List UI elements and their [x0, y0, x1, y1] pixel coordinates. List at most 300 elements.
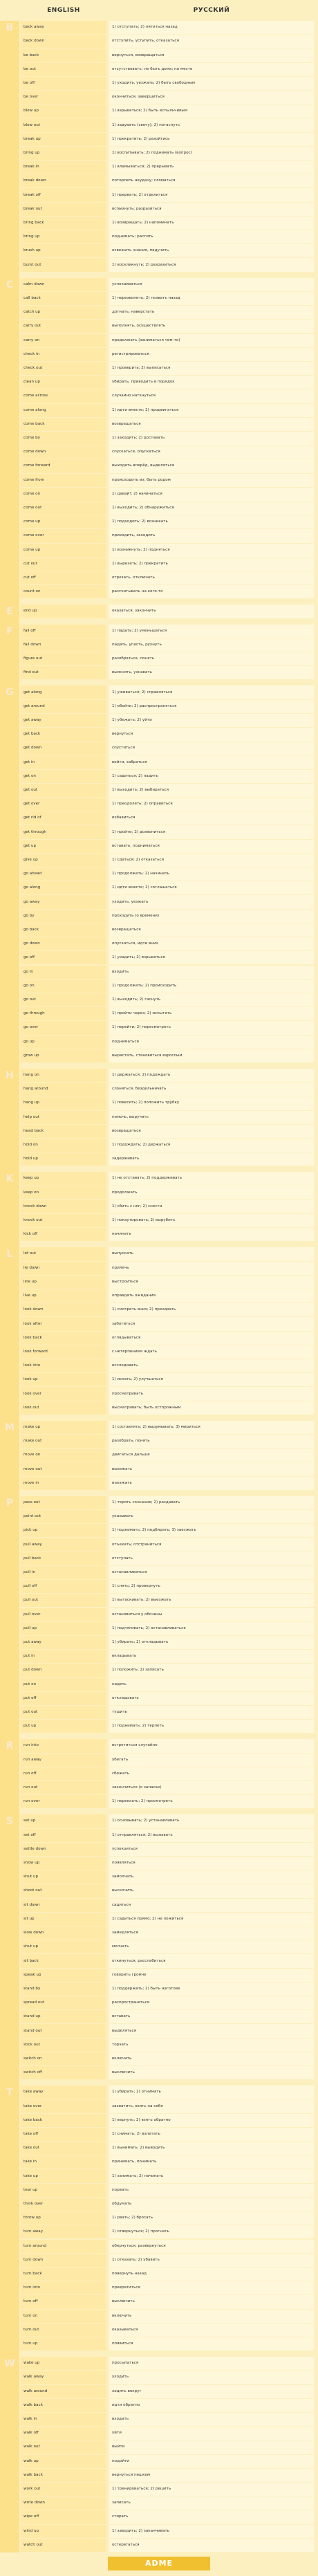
russian-translation: 1) сдаться; 2) отказаться: [109, 854, 314, 867]
russian-translation: отступить, уступить, отказаться: [109, 35, 314, 48]
section-letter: H: [6, 1069, 14, 1081]
english-phrase: run away: [21, 1754, 106, 1767]
english-phrase: live up: [21, 1289, 106, 1303]
english-phrase: be out: [21, 63, 106, 76]
section-letter: M: [5, 1422, 15, 1433]
english-phrase: knock out: [21, 1214, 106, 1227]
russian-translation: появиться: [109, 2337, 314, 2350]
english-phrase: pick up: [21, 1524, 106, 1537]
english-phrase: sit down: [21, 1899, 106, 1912]
english-column-header: ENGLISH: [47, 7, 80, 14]
russian-translation: выключить: [109, 2066, 314, 2079]
english-phrase: pull up: [21, 1622, 106, 1635]
english-phrase: break in: [21, 160, 106, 174]
english-phrase: put out: [21, 1706, 106, 1719]
russian-translation: возвращаться: [109, 418, 314, 431]
english-phrase: walk out: [21, 2440, 106, 2454]
russian-translation: откинуться, расслабиться: [109, 1954, 314, 1967]
russian-translation: рассчитывать на кого-то: [109, 585, 314, 598]
english-phrase: get in: [21, 755, 106, 769]
russian-translation: падать, упасть, рухнуть: [109, 638, 314, 652]
russian-translation: 1) садиться; 2) ладить: [109, 770, 314, 783]
english-phrase: pull over: [21, 1608, 106, 1621]
english-phrase: clean up: [21, 376, 106, 389]
english-phrase: get away: [21, 714, 106, 727]
english-phrase: come down: [21, 445, 106, 459]
english-phrase: sit up: [21, 1913, 106, 1926]
english-phrase: bring back: [21, 217, 106, 230]
english-phrase: let out: [21, 1247, 106, 1260]
russian-translation: говорить громче: [109, 1969, 314, 1982]
russian-translation: вспыхнуть; разразиться: [109, 203, 314, 216]
russian-translation: выскочить: [109, 1884, 314, 1897]
english-phrase: go ahead: [21, 867, 106, 881]
russian-translation: разобрать, понять: [109, 1435, 314, 1448]
english-phrase: burst out: [21, 258, 106, 271]
russian-translation: избавиться: [109, 811, 314, 825]
english-phrase: pull off: [21, 1580, 106, 1593]
english-phrase: lie down: [21, 1262, 106, 1275]
english-phrase: look forward: [21, 1345, 106, 1359]
english-phrase: wipe off: [21, 2510, 106, 2523]
english-phrase: show up: [21, 1857, 106, 1870]
english-phrase: break down: [21, 174, 106, 187]
russian-translation: догнать, наверстать: [109, 306, 314, 319]
russian-translation: 1) преодолеть; 2) оправиться: [109, 798, 314, 811]
english-phrase: speak up: [21, 1969, 106, 1982]
russian-translation: 1) перейти; 2) пересмотреть: [109, 1021, 314, 1034]
english-phrase: look down: [21, 1303, 106, 1316]
russian-translation: случайно наткнуться: [109, 389, 314, 403]
russian-translation: освежить знания, подучить: [109, 244, 314, 257]
russian-translation: вернуться: [109, 728, 314, 741]
section-letter: W: [4, 2358, 15, 2370]
english-phrase: move out: [21, 1462, 106, 1475]
russian-translation: 1) воспитывать; 2) поднимать (вопрос): [109, 147, 314, 160]
russian-translation: садиться: [109, 1899, 314, 1912]
russian-translation: 1) проверить; 2) выписаться: [109, 362, 314, 375]
english-phrase: stand by: [21, 1982, 106, 1996]
russian-translation: 1) вытаскивать; 2) выезжать: [109, 1594, 314, 1607]
english-phrase: cut out: [21, 558, 106, 571]
russian-translation: исследовать: [109, 1359, 314, 1372]
russian-translation: 1) держаться; 2) подождать: [109, 1069, 314, 1082]
english-phrase: look after: [21, 1317, 106, 1330]
russian-translation: 1) прервать; 2) отделиться: [109, 188, 314, 201]
english-phrase: kick off: [21, 1228, 106, 1241]
english-phrase: be over: [21, 91, 106, 104]
english-phrase: come from: [21, 474, 106, 487]
english-phrase: walk back: [21, 2469, 106, 2482]
russian-translation: убегать: [109, 1754, 314, 1767]
english-phrase: come on: [21, 488, 106, 501]
english-phrase: line up: [21, 1276, 106, 1289]
english-phrase: run out: [21, 1781, 106, 1794]
english-phrase: fall off: [21, 625, 106, 638]
english-phrase: take off: [21, 2128, 106, 2141]
english-phrase: knock down: [21, 1200, 106, 1213]
english-phrase: slow down: [21, 1926, 106, 1940]
russian-translation: ходить вокруг: [109, 2385, 314, 2398]
russian-translation: 1) взрываться; 2) быть вспыльчивым: [109, 104, 314, 118]
russian-translation: просматривать: [109, 1387, 314, 1400]
english-phrase: write down: [21, 2496, 106, 2510]
russian-translation: вырастать, становиться взрослым: [109, 1049, 314, 1062]
english-phrase: calm down: [21, 278, 106, 291]
russian-translation: входить: [109, 966, 314, 979]
russian-translation: приходить, заходить: [109, 529, 314, 542]
english-phrase: walk in: [21, 2413, 106, 2426]
english-phrase: find out: [21, 666, 106, 679]
russian-translation: 1) основывать; 2) устанавливать: [109, 1814, 314, 1828]
russian-translation: отступать: [109, 1552, 314, 1565]
russian-translation: останавливаться: [109, 1566, 314, 1579]
russian-translation: закончиться (о запасах): [109, 1781, 314, 1794]
english-phrase: put down: [21, 1664, 106, 1677]
russian-translation: с нетерпением ждать: [109, 1345, 314, 1359]
english-phrase: walk up: [21, 2455, 106, 2468]
english-phrase: shoot out: [21, 1884, 106, 1897]
russian-translation: 1) отказать; 2) убавить: [109, 2254, 314, 2267]
english-phrase: spread out: [21, 1996, 106, 2009]
russian-translation: потерпеть неудачу; сломаться: [109, 174, 314, 187]
russian-translation: возвращаться: [109, 923, 314, 937]
russian-translation: 1) выходить; 2) гаснуть: [109, 993, 314, 1006]
english-phrase: hang on: [21, 1069, 106, 1082]
russian-translation: 1) пройти; 2) дозвониться: [109, 825, 314, 838]
russian-translation: двигаться дальше: [109, 1448, 314, 1462]
russian-translation: остерегаться: [109, 2539, 314, 2552]
english-phrase: go by: [21, 910, 106, 923]
russian-translation: слоняться, бездельничать: [109, 1083, 314, 1096]
russian-translation: 1) вернуть; 2) взять обратно: [109, 2114, 314, 2127]
english-phrase: look up: [21, 1373, 106, 1386]
russian-translation: 1) продолжать; 2) происходить: [109, 979, 314, 993]
english-phrase: point out: [21, 1510, 106, 1523]
english-phrase: stand up: [21, 2010, 106, 2023]
english-phrase: get through: [21, 825, 106, 838]
russian-translation: распространяться: [109, 1996, 314, 2009]
russian-translation: 1) обойти; 2) распространяться: [109, 700, 314, 713]
english-phrase: look into: [21, 1359, 106, 1372]
english-phrase: catch up: [21, 306, 106, 319]
english-phrase: pull back: [21, 1552, 106, 1565]
english-phrase: go away: [21, 895, 106, 908]
english-phrase: blow up: [21, 104, 106, 118]
english-phrase: figure out: [21, 652, 106, 665]
english-phrase: take out: [21, 2142, 106, 2155]
russian-translation: 1) поднимать; 2) терпеть: [109, 1720, 314, 1733]
english-phrase: put on: [21, 1678, 106, 1691]
russian-translation: оправдать ожидания: [109, 1289, 314, 1303]
russian-translation: 1) заводить; 2) заканчивать: [109, 2525, 314, 2538]
russian-translation: въезжать: [109, 1477, 314, 1490]
russian-translation: выезжать: [109, 1462, 314, 1475]
russian-translation: окончиться, завершиться: [109, 91, 314, 104]
russian-translation: включить: [109, 2052, 314, 2066]
english-phrase: end up: [21, 605, 106, 618]
english-phrase: go on: [21, 979, 106, 993]
russian-translation: 1) положить; 2) записать: [109, 1664, 314, 1677]
russian-translation: входить: [109, 2413, 314, 2426]
russian-translation: возвращаться: [109, 1125, 314, 1138]
english-phrase: get back: [21, 728, 106, 741]
english-phrase: be off: [21, 77, 106, 90]
russian-translation: 1) нокаутировать; 2) вырубить: [109, 1214, 314, 1227]
russian-translation: задерживать: [109, 1152, 314, 1166]
russian-translation: откладывать: [109, 1692, 314, 1705]
english-phrase: turn out: [21, 2324, 106, 2337]
english-phrase: turn off: [21, 2295, 106, 2308]
english-phrase: cut off: [21, 571, 106, 585]
english-phrase: hold on: [21, 1139, 106, 1152]
english-phrase: come forward: [21, 459, 106, 472]
russian-translation: подойти: [109, 2455, 314, 2468]
english-phrase: run off: [21, 1767, 106, 1781]
english-phrase: come up: [21, 515, 106, 528]
english-phrase: come over: [21, 529, 106, 542]
english-phrase: bring up: [21, 147, 106, 160]
russian-translation: 1) поддержать; 2) быть наготове: [109, 1982, 314, 1996]
russian-translation: 1) поднимать; 2) подбирать; 3) заезжать: [109, 1524, 314, 1537]
russian-translation: успокаиваться: [109, 278, 314, 291]
russian-translation: подниматься: [109, 1036, 314, 1049]
section-letter: K: [6, 1173, 14, 1185]
english-phrase: bring up: [21, 230, 106, 243]
russian-translation: 1) перезвонить; 2) позвать назад: [109, 292, 314, 305]
russian-translation: высматривать; быть осторожным: [109, 1401, 314, 1415]
english-phrase: take away: [21, 2086, 106, 2099]
english-phrase: make up: [21, 1421, 106, 1434]
russian-translation: 1) отвернуться; 2) прогнать: [109, 2225, 314, 2238]
section-letter: B: [6, 22, 14, 33]
english-phrase: stick out: [21, 2039, 106, 2052]
english-phrase: wind up: [21, 2525, 106, 2538]
english-phrase: run over: [21, 1795, 106, 1808]
russian-translation: вставать: [109, 2010, 314, 2023]
section-letter: E: [6, 606, 13, 618]
english-phrase: call back: [21, 292, 106, 305]
russian-translation: выполнять, осуществлять: [109, 320, 314, 333]
russian-translation: уходить, уезжать: [109, 895, 314, 908]
russian-translation: вкладывать: [109, 1650, 314, 1663]
russian-translation: указывать: [109, 1510, 314, 1523]
english-phrase: stand out: [21, 2024, 106, 2037]
russian-translation: превратиться: [109, 2281, 314, 2294]
english-phrase: come along: [21, 404, 106, 417]
english-phrase: take up: [21, 2169, 106, 2182]
english-phrase: hang up: [21, 1096, 106, 1110]
english-phrase: go through: [21, 1007, 106, 1020]
russian-translation: 1) прекратить; 2) разойтись: [109, 133, 314, 146]
russian-translation: происходить из; быть родом: [109, 474, 314, 487]
russian-translation: 1) искать; 2) улучшаться: [109, 1373, 314, 1386]
english-phrase: set off: [21, 1829, 106, 1842]
russian-translation: 1) выходить; 2) обнаружиться: [109, 502, 314, 515]
russian-translation: 1) возникнуть; 2) подняться: [109, 544, 314, 557]
english-phrase: turn up: [21, 2337, 106, 2350]
russian-translation: 1) заходить; 2) доставать: [109, 432, 314, 445]
english-phrase: watch out: [21, 2539, 106, 2552]
english-phrase: take in: [21, 2155, 106, 2169]
english-phrase: set up: [21, 1814, 106, 1828]
english-phrase: get around: [21, 700, 106, 713]
english-phrase: get up: [21, 840, 106, 853]
russian-translation: тушить: [109, 1706, 314, 1719]
english-phrase: break out: [21, 203, 106, 216]
russian-translation: появляться: [109, 1857, 314, 1870]
english-phrase: check in: [21, 348, 106, 361]
russian-translation: идти обратно: [109, 2399, 314, 2412]
section-letter: C: [6, 279, 14, 291]
english-phrase: come out: [21, 502, 106, 515]
english-phrase: grow up: [21, 1049, 106, 1062]
english-phrase: head back: [21, 1125, 106, 1138]
russian-translation: просыпаться: [109, 2357, 314, 2370]
english-phrase: put up: [21, 1720, 106, 1733]
russian-translation: 1) отступать; 2) пятиться назад: [109, 21, 314, 34]
english-phrase: walk away: [21, 2371, 106, 2384]
russian-translation: 1) уходить, уезжать; 2) быть свободным: [109, 77, 314, 90]
english-phrase: walk around: [21, 2385, 106, 2398]
russian-translation: убирать, приводить в порядок: [109, 376, 314, 389]
english-phrase: move on: [21, 1448, 106, 1462]
english-phrase: put off: [21, 1692, 106, 1705]
english-phrase: pull away: [21, 1538, 106, 1551]
russian-translation: 1) садиться прямо; 2) не ложиться: [109, 1913, 314, 1926]
russian-translation: 1) терять сознание; 2) раздавать: [109, 1496, 314, 1509]
english-phrase: break off: [21, 188, 106, 201]
russian-translation: 1) давай!; 2) начинаться: [109, 488, 314, 501]
russian-translation: выяснять, узнавать: [109, 666, 314, 679]
english-phrase: turn down: [21, 2254, 106, 2267]
english-phrase: look over: [21, 1387, 106, 1400]
russian-translation: 1) идти вместе; 2) соглашаться: [109, 881, 314, 894]
russian-translation: 1) вынимать; 2) выводить: [109, 2142, 314, 2155]
russian-translation: торчать: [109, 2039, 314, 2052]
russian-translation: 1) падать; 2) уменьшаться: [109, 625, 314, 638]
english-phrase: get on: [21, 770, 106, 783]
english-phrase: brush up: [21, 244, 106, 257]
english-phrase: tear up: [21, 2184, 106, 2197]
russian-translation: 1) продолжать; 2) начинать: [109, 867, 314, 881]
english-phrase: move in: [21, 1477, 106, 1490]
english-phrase: take over: [21, 2099, 106, 2113]
english-phrase: carry out: [21, 320, 106, 333]
russian-translation: 1) занимать; 2) начинать: [109, 2169, 314, 2182]
russian-translation: надеть: [109, 1678, 314, 1691]
english-phrase: look back: [21, 1332, 106, 1345]
english-phrase: give up: [21, 854, 106, 867]
section-letter: S: [6, 1816, 14, 1828]
russian-translation: включить: [109, 2310, 314, 2323]
russian-translation: 1) уходить; 2) взрываться: [109, 951, 314, 964]
russian-translation: вернуться, возвращаться: [109, 48, 314, 62]
russian-translation: 1) уживаться; 2) справляться: [109, 686, 314, 699]
russian-translation: вернуться пешком: [109, 2469, 314, 2482]
russian-translation: спуститься: [109, 742, 314, 755]
english-phrase: turn on: [21, 2310, 106, 2323]
russian-translation: 1) не отставать; 2) поддерживать: [109, 1172, 314, 1185]
english-phrase: come back: [21, 418, 106, 431]
russian-translation: стирать: [109, 2510, 314, 2523]
russian-translation: записать: [109, 2496, 314, 2510]
russian-translation: обдумать: [109, 2198, 314, 2211]
english-phrase: walk back: [21, 2399, 106, 2412]
english-phrase: switch on: [21, 2052, 106, 2066]
english-phrase: pull in: [21, 1566, 106, 1579]
russian-translation: 1) сбить с ног; 2) снести: [109, 1200, 314, 1213]
english-phrase: keep up: [21, 1172, 106, 1185]
russian-translation: 1) смотреть вниз; 2) презирать: [109, 1303, 314, 1316]
section-letter: T: [6, 2087, 13, 2099]
english-phrase: go along: [21, 881, 106, 894]
russian-translation: продолжать (заниматься чем-то): [109, 334, 314, 347]
russian-translation: проходить (о времени): [109, 910, 314, 923]
english-phrase: go over: [21, 1021, 106, 1034]
english-phrase: go in: [21, 966, 106, 979]
english-phrase: get out: [21, 784, 106, 797]
section-letter: L: [6, 1249, 13, 1260]
russian-translation: 1) подождать; 2) держаться: [109, 1139, 314, 1152]
russian-translation: отъехать; отстраниться: [109, 1538, 314, 1551]
english-phrase: make out: [21, 1435, 106, 1448]
russian-translation: 1) повесить; 2) положить трубку: [109, 1096, 314, 1110]
russian-translation: 1) отправляться; 2) вызывать: [109, 1829, 314, 1842]
russian-translation: спускаться, опускаться: [109, 445, 314, 459]
english-phrase: turn back: [21, 2267, 106, 2281]
russian-translation: остановиться у обочины: [109, 1608, 314, 1621]
english-phrase: go down: [21, 937, 106, 950]
russian-translation: выделяться: [109, 2024, 314, 2037]
english-phrase: back away: [21, 21, 106, 34]
russian-translation: 1) убирать; 2) отнимать: [109, 2086, 314, 2099]
russian-translation: оглядываться: [109, 1332, 314, 1345]
russian-translation: 1) подтягивать; 2) останавливаться: [109, 1622, 314, 1635]
english-phrase: go out: [21, 993, 106, 1006]
english-phrase: turn into: [21, 2281, 106, 2294]
table-header: [0, 0, 318, 21]
russian-translation: уходить: [109, 2371, 314, 2384]
english-phrase: look out: [21, 1401, 106, 1415]
russian-translation: 1) рвать; 2) бросать: [109, 2211, 314, 2225]
english-phrase: walk off: [21, 2427, 106, 2440]
russian-translation: 1) убирать; 2) откладывать: [109, 1636, 314, 1649]
russian-translation: порвать: [109, 2184, 314, 2197]
russian-translation: поднимать; растить: [109, 230, 314, 243]
russian-translation: начинать: [109, 1228, 314, 1241]
russian-translation: опускаться, идти вниз: [109, 937, 314, 950]
english-phrase: get rid of: [21, 811, 106, 825]
english-phrase: come up: [21, 544, 106, 557]
russian-translation: разобраться, понять: [109, 652, 314, 665]
section-letter: P: [6, 1497, 14, 1509]
english-phrase: help out: [21, 1111, 106, 1124]
russian-translation: отрезать, отключать: [109, 571, 314, 585]
english-phrase: back down: [21, 35, 106, 48]
russian-translation: 1) снять; 2) провернуть: [109, 1580, 314, 1593]
english-phrase: go back: [21, 923, 106, 937]
english-phrase: get along: [21, 686, 106, 699]
english-phrase: wake up: [21, 2357, 106, 2370]
russian-translation: войти, забраться: [109, 755, 314, 769]
english-phrase: get over: [21, 798, 106, 811]
russian-translation: 1) пройти через; 2) испытать: [109, 1007, 314, 1020]
russian-translation: 1) тренироваться; 2) решить: [109, 2483, 314, 2496]
english-phrase: run into: [21, 1739, 106, 1752]
russian-translation: 1) возвращать; 2) напоминать: [109, 217, 314, 230]
russian-translation: 1) переехать; 2) просмотреть: [109, 1795, 314, 1808]
